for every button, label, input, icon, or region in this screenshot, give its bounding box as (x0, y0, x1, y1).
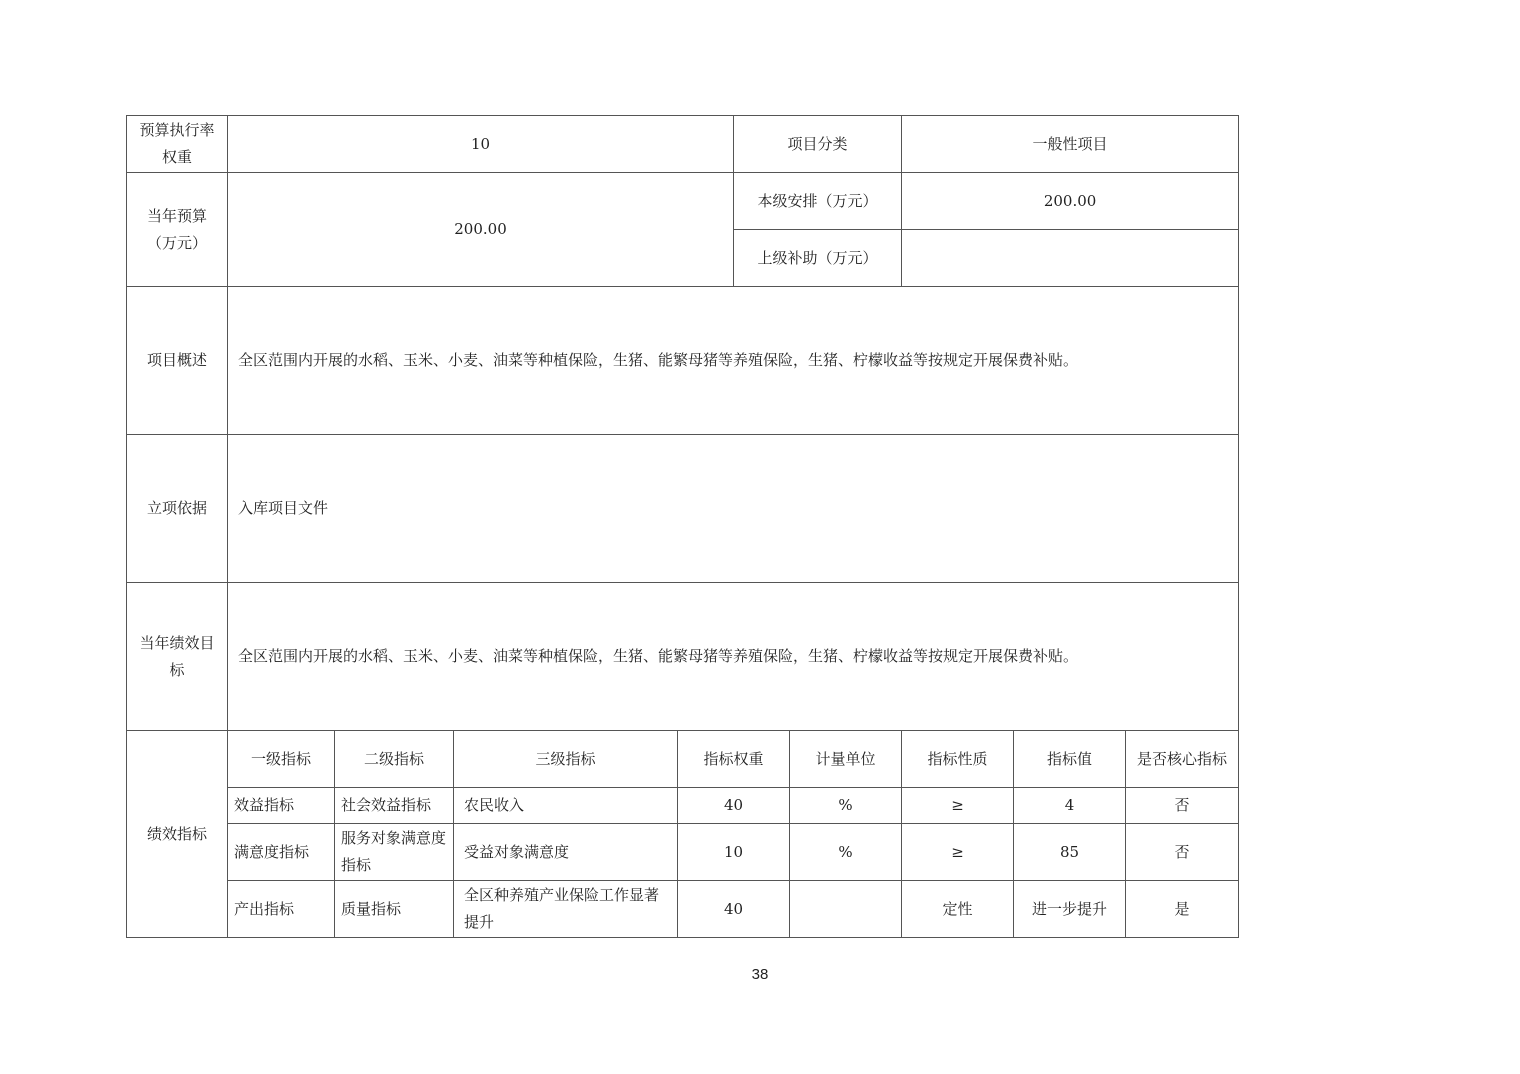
level3-cell: 受益对象满意度 (454, 824, 678, 881)
core-cell: 否 (1126, 788, 1239, 824)
budget-local-value: 200.00 (902, 173, 1239, 230)
unit-cell (790, 881, 902, 938)
value-cell: 85 (1014, 824, 1126, 881)
table-row (127, 788, 1239, 824)
nature-cell: ≥ (902, 788, 1014, 824)
header-cell: 一级指标 (228, 731, 335, 788)
value-cell: 4 (1014, 788, 1126, 824)
row-exec-rate (127, 116, 1239, 173)
level3-cell: 全区种养殖产业保险工作显著提升 (454, 881, 678, 938)
basis-label: 立项依据 (127, 435, 228, 583)
core-cell: 是 (1126, 881, 1239, 938)
page-number: 38 (751, 966, 769, 983)
nature-cell: 定性 (902, 881, 1014, 938)
exec-rate-weight-label: 预算执行率权重 (127, 116, 228, 173)
header-cell: 指标值 (1014, 731, 1126, 788)
level1-cell: 满意度指标 (228, 824, 335, 881)
header-cell: 计量单位 (790, 731, 902, 788)
goal-label: 当年绩效目标 (127, 583, 228, 731)
level2-cell: 服务对象满意度指标 (335, 824, 454, 881)
unit-cell: % (790, 788, 902, 824)
level1-cell: 产出指标 (228, 881, 335, 938)
unit-cell: % (790, 824, 902, 881)
indicators-label: 绩效指标 (127, 731, 228, 938)
indicator-header-row (127, 731, 1239, 788)
weight-cell: 10 (678, 824, 790, 881)
goal-text: 全区范围内开展的水稻、玉米、小麦、油菜等种植保险，生猪、能繁母猪等养殖保险，生猪、柠檬收益等按规定开展保费补贴。 (228, 583, 1239, 731)
value-cell: 进一步提升 (1014, 881, 1126, 938)
nature-cell: ≥ (902, 824, 1014, 881)
row-budget-local (127, 173, 1239, 230)
budget-label: 当年预算（万元） (127, 173, 228, 287)
core-cell: 否 (1126, 824, 1239, 881)
basis-text: 入库项目文件 (228, 435, 1239, 583)
performance-table (126, 115, 1239, 938)
row-goal (127, 583, 1239, 731)
project-category-value: 一般性项目 (902, 116, 1239, 173)
budget-total: 200.00 (228, 173, 734, 287)
row-basis (127, 435, 1239, 583)
exec-rate-weight-value: 10 (228, 116, 734, 173)
header-cell: 指标性质 (902, 731, 1014, 788)
budget-upper-value (902, 230, 1239, 287)
header-cell: 三级指标 (454, 731, 678, 788)
budget-upper-label: 上级补助（万元） (734, 230, 902, 287)
table-row (127, 824, 1239, 881)
weight-cell: 40 (678, 881, 790, 938)
level2-cell: 社会效益指标 (335, 788, 454, 824)
table-row (127, 881, 1239, 938)
level3-cell: 农民收入 (454, 788, 678, 824)
row-overview (127, 287, 1239, 435)
overview-text: 全区范围内开展的水稻、玉米、小麦、油菜等种植保险，生猪、能繁母猪等养殖保险，生猪、柠檬收益等按规定开展保费补贴。 (228, 287, 1239, 435)
level2-cell: 质量指标 (335, 881, 454, 938)
weight-cell: 40 (678, 788, 790, 824)
header-cell: 指标权重 (678, 731, 790, 788)
level1-cell: 效益指标 (228, 788, 335, 824)
overview-label: 项目概述 (127, 287, 228, 435)
budget-local-label: 本级安排（万元） (734, 173, 902, 230)
header-cell: 二级指标 (335, 731, 454, 788)
project-category-label: 项目分类 (734, 116, 902, 173)
header-cell: 是否核心指标 (1126, 731, 1239, 788)
